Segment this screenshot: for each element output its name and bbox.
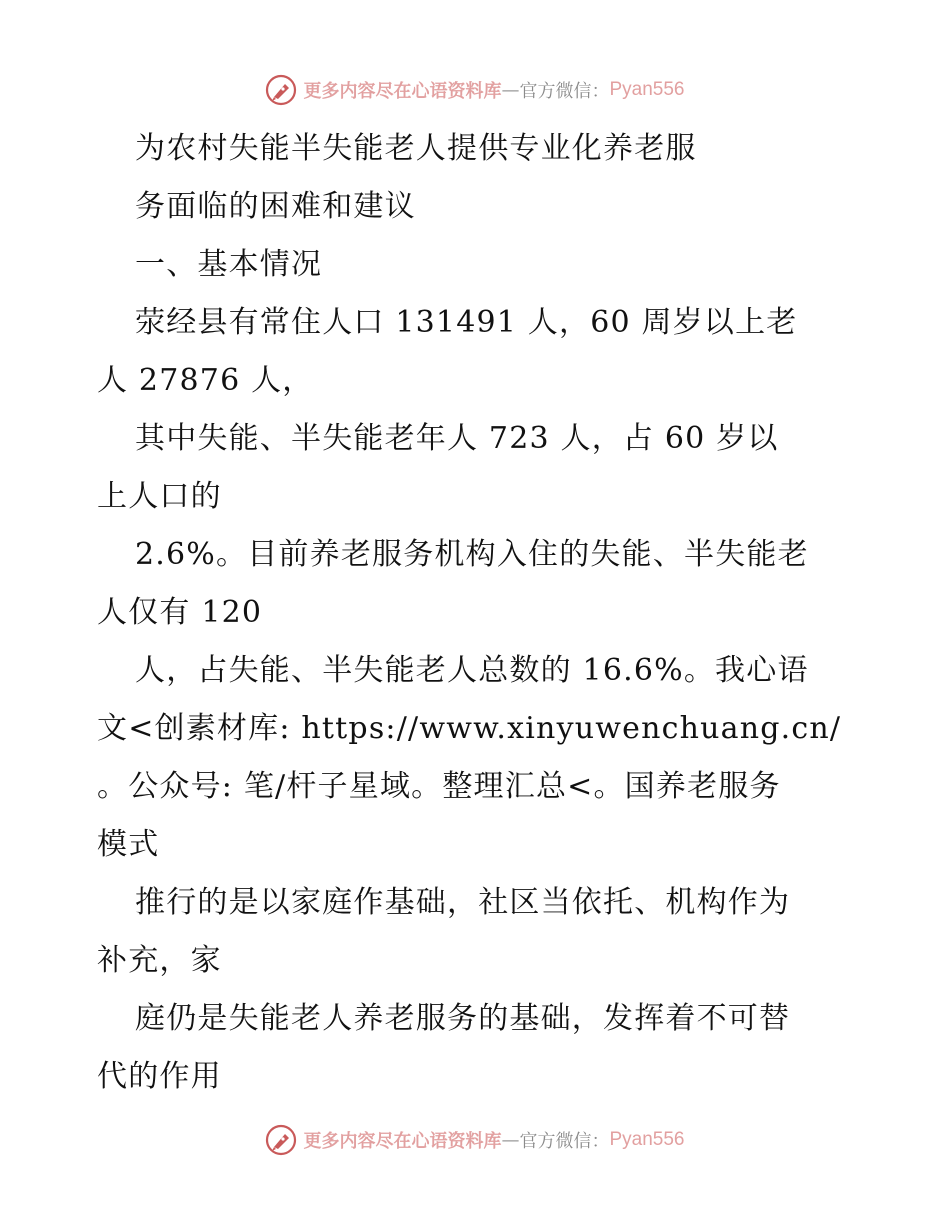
text-line: 荥经县有常住人口 131491 人，60 周岁以上老 — [135, 305, 798, 340]
text-line: 人 27876 人， — [97, 363, 314, 398]
text-line: 人，占失能、半失能老人总数的 16.6%。我心语 — [135, 653, 809, 688]
text-line: 庭仍是失能老人养老服务的基础，发挥着不可替 — [135, 1001, 791, 1036]
banner-text: 更多内容尽在心语资料库 — [303, 81, 502, 102]
text-line: 文<创素材库: https://www.xinyuwenchuang.cn/ — [97, 711, 842, 746]
text-line: 务面临的困难和建议 — [135, 189, 416, 224]
text-line: 人仅有 120 — [97, 595, 263, 630]
text-line: 上人口的 — [97, 479, 222, 514]
text-line: 补充，家 — [97, 943, 222, 978]
wechat-label: 官方微信： — [519, 81, 610, 102]
text-line: 推行的是以家庭作基础，社区当依托、机构作为 — [135, 885, 791, 920]
text-line: 模式 — [97, 827, 160, 862]
wechat-id: Pyan556 — [609, 79, 685, 100]
document-body — [97, 120, 857, 1106]
text-line: 其中失能、半失能老年人 723 人，占 60 岁以 — [135, 421, 779, 456]
text-line: 。公众号: 笔/杆子星域。整理汇总<。国养老服务 — [97, 769, 781, 804]
text-line: 2.6%。目前养老服务机构入住的失能、半失能老 — [135, 537, 809, 572]
text-line: 代的作用 — [97, 1059, 222, 1094]
banner-separator: — — [501, 1129, 520, 1151]
text-line: 一、基本情况 — [135, 247, 323, 282]
banner-separator: — — [501, 79, 520, 101]
text-line: 为农村失能半失能老人提供专业化养老服 — [135, 131, 697, 166]
header-banner — [0, 70, 950, 110]
banner-text: 更多内容尽在心语资料库 — [303, 1131, 502, 1152]
pen-nib-logo-icon — [265, 74, 297, 106]
pen-nib-logo-icon — [265, 1124, 297, 1156]
wechat-id: Pyan556 — [609, 1129, 685, 1150]
footer-banner — [0, 1120, 950, 1160]
wechat-label: 官方微信： — [519, 1131, 610, 1152]
